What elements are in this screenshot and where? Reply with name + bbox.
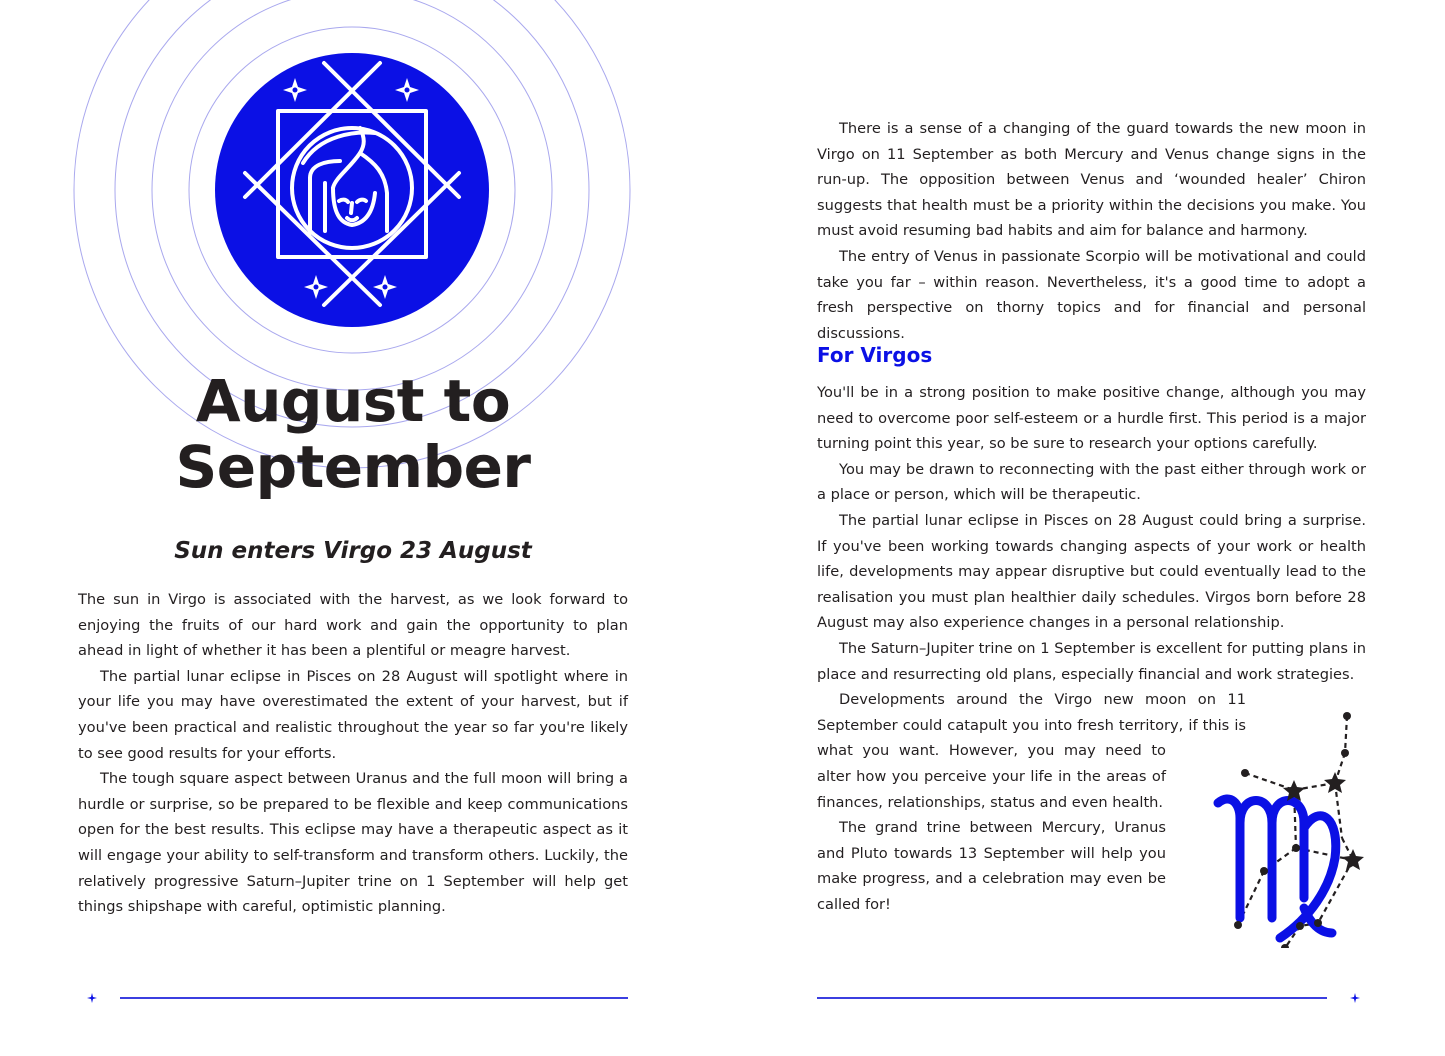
crescent-moon-star-icon bbox=[78, 984, 106, 1012]
footer-rule bbox=[120, 997, 628, 999]
paragraph: The entry of Venus in passionate Scorpio will be motivational and could take you far – within reason. Nevertheless, it's a good time to adopt a fresh perspective on thorny topics and for financial and personal discussions. bbox=[817, 247, 1366, 342]
paragraph: There is a sense of a changing of the guard towards the new moon in Virgo on 11 September as both Mercury and Venus change signs in the run-up. The opposition between Venus and ‘wounded healer’ Chiron suggests that health must be a priority within the decisions you make. You must avoid resuming bad habits and aim for balance and harmony. bbox=[817, 120, 1366, 240]
paragraph: You'll be in a strong position to make positive change, although you may need to overcome poor self-esteem or a hurdle first. This period is a major turning point this year, so be sure to research your options carefully. bbox=[817, 384, 1366, 453]
crescent-moon-star-icon bbox=[1341, 984, 1369, 1012]
chapter-title-line2: September bbox=[175, 433, 531, 501]
left-page bbox=[0, 0, 722, 1056]
chapter-title-line1: August to bbox=[195, 367, 511, 435]
footer-rule bbox=[817, 997, 1327, 999]
paragraph: The partial lunar eclipse in Pisces on 28 August will spotlight where in your life you may have overestimated the extent of your harvest, but if you've been practical and realistic throughout the year so far you're likely to see good results for your efforts. bbox=[78, 667, 628, 762]
virgo-maiden-emblem-icon bbox=[215, 53, 489, 327]
paragraph: The partial lunar eclipse in Pisces on 28 August could bring a surprise. If you've been working towards changing aspects of your work or health life, developments may appear disruptive but could eventually lead to the realisation you must plan healthier daily schedules. Virgos born before 28 August may also experience changes in a personal relationship. bbox=[817, 511, 1366, 632]
right-intro-text bbox=[817, 116, 1366, 346]
paragraph: The grand trine between Mercury, Uranus and Pluto towards 13 September will help you make progress, and a celebration may even be called for! bbox=[817, 819, 1166, 913]
chapter-subtitle: Sun enters Virgo 23 August bbox=[174, 538, 532, 564]
paragraph: The tough square aspect between Uranus and the full moon will bring a hurdle or surprise, so be prepared to be flexible and keep communications open for the best results. This eclipse may have a therapeutic aspect as it will engage your ability to self-transform and transform others. Luckily, the relatively progressive Saturn–Jupiter trine on 1 September will help get things shipshape with careful, optimistic planning. bbox=[78, 770, 628, 916]
section-heading: For Virgos bbox=[817, 343, 933, 367]
left-footer bbox=[78, 984, 628, 1012]
virgo-symbol-constellation-icon bbox=[1200, 708, 1380, 948]
left-body-text bbox=[78, 587, 628, 920]
paragraph: The Saturn–Jupiter trine on 1 September is excellent for putting plans in place and resurrecting old plans, especially financial and work strategies. bbox=[817, 639, 1366, 683]
paragraph: The sun in Virgo is associated with the harvest, as we look forward to enjoying the fruits of our hard work and gain the opportunity to plan ahead in light of whether it has been a plentiful or meagre harvest. bbox=[78, 591, 628, 660]
chapter-title bbox=[78, 368, 628, 500]
paragraph: Developments around the Virgo new moon on 11 September could catapult you into fresh territory, if this is what you want. However, you may need to alter how you perceive your life in the areas of finances, relationships, status and even health. bbox=[817, 691, 1246, 811]
paragraph: You may be drawn to reconnecting with the past either through work or a place or person, which will be therapeutic. bbox=[817, 460, 1366, 504]
right-footer bbox=[817, 984, 1369, 1012]
